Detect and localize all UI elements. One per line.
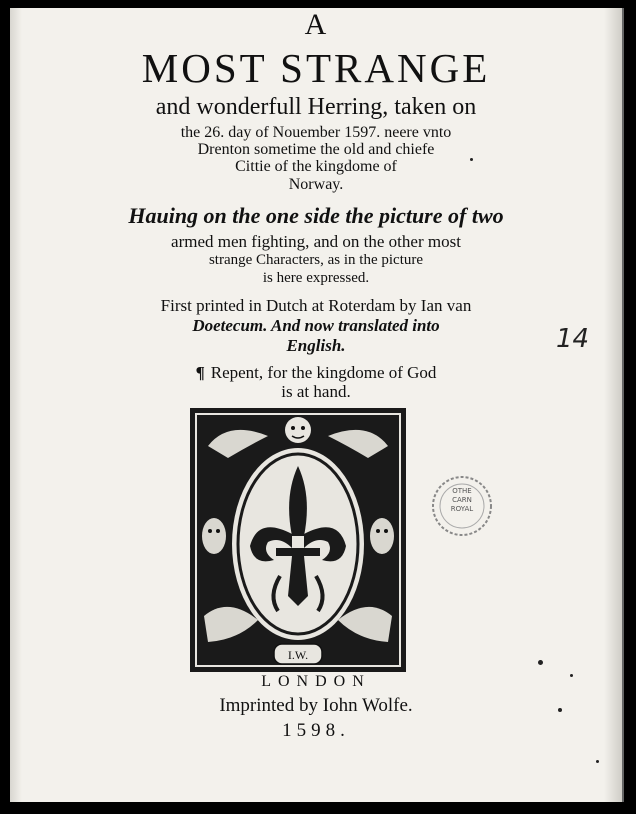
printing-line-3: English. xyxy=(286,336,346,355)
imprint-place: LONDON xyxy=(261,673,371,690)
title-page xyxy=(10,8,624,802)
pilcrow-icon: ¶ xyxy=(195,363,205,382)
subtitle-line-3: Drenton sometime the old and chiefe xyxy=(197,141,435,158)
ink-speck xyxy=(538,660,543,665)
imprint-year: 1598. xyxy=(282,720,350,741)
description-line-2: armed men fighting, and on the other most xyxy=(171,232,461,251)
ink-speck xyxy=(470,158,473,161)
subtitle-line-5: Norway. xyxy=(288,176,344,193)
main-title: MOST STRANGE xyxy=(141,45,491,91)
ink-speck xyxy=(570,674,573,677)
printing-line-1: First printed in Dutch at Roterdam by Ian van xyxy=(160,296,472,315)
subtitle-line-1: and wonderfull Herring, taken on xyxy=(155,94,477,120)
motto-text-1: Repent, for the kingdome of God xyxy=(210,363,437,382)
folio-mark: 14 xyxy=(556,324,590,354)
ink-speck xyxy=(596,760,599,763)
title-article: A xyxy=(304,8,328,41)
stamp-text: OTHE CARN ROYAL xyxy=(450,487,474,513)
imprint-printer: Imprinted by Iohn Wolfe. xyxy=(219,695,413,716)
ink-speck xyxy=(558,708,562,712)
printing-line-2: Doetecum. And now translated into xyxy=(192,316,440,335)
ornament-initials: I.W. xyxy=(287,648,309,662)
description-line-3: strange Characters, as in the picture xyxy=(208,252,424,268)
description-line-4: is here expressed. xyxy=(262,270,370,286)
motto-line-2: is at hand. xyxy=(281,382,351,401)
motto-line-1 xyxy=(10,363,622,383)
subtitle-line-4: Cittie of the kingdome of xyxy=(235,158,397,175)
description-line-1: Hauing on the one side the picture of two xyxy=(128,203,504,228)
subtitle-line-2: the 26. day of Nouember 1597. neere vnto xyxy=(180,124,452,141)
fleur-de-lis-printers-device-icon xyxy=(188,406,408,674)
